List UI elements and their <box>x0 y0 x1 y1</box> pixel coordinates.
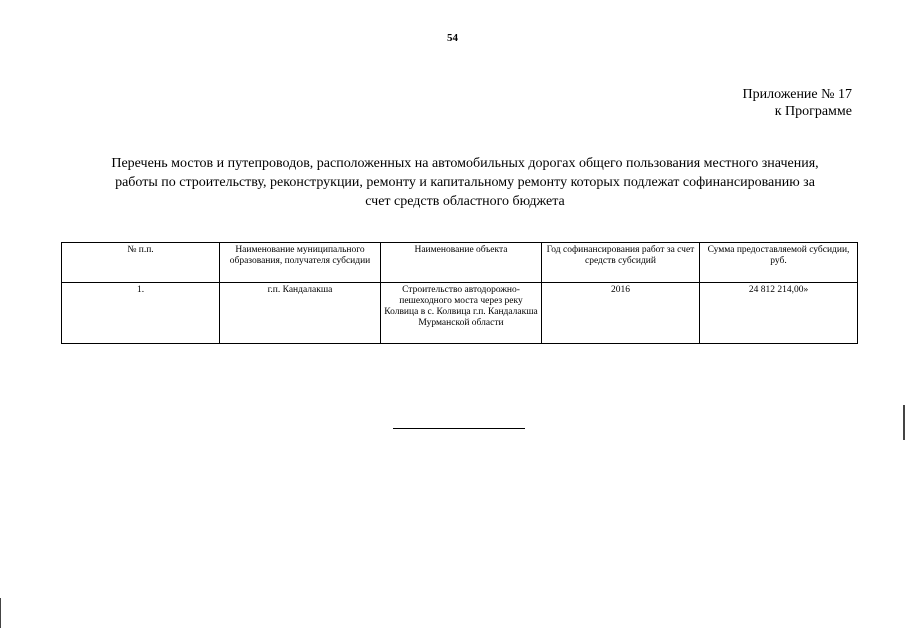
cell-municipality: г.п. Кандалакша <box>220 283 381 344</box>
appendix-program-ref: к Программе <box>774 104 852 119</box>
header-cofinancing-year: Год софинансирования работ за счет средств субсидий <box>542 243 700 283</box>
appendix-header <box>743 86 853 120</box>
scan-edge-mark <box>0 598 1 628</box>
page-number: 54 <box>447 32 458 44</box>
header-subsidy-amount: Сумма предоставляемой субсидии, руб. <box>700 243 858 283</box>
title-line-2: работы по строительству, реконструкции, ремонту и капитальному ремонту которых подлежат софинансированию за <box>115 175 815 190</box>
cell-cofinancing-year: 2016 <box>542 283 700 344</box>
table-row <box>62 283 858 344</box>
cell-object-name: Строительство автодорожно-пешеходного моста через реку Колвица в с. Колвица г.п. Кандалакша Мурманской области <box>381 283 542 344</box>
appendix-number: Приложение № 17 <box>742 87 852 102</box>
cell-row-number: 1. <box>62 283 220 344</box>
closing-divider <box>393 428 525 429</box>
subsidy-table <box>61 242 858 344</box>
title-line-3: счет средств областного бюджета <box>365 194 565 209</box>
header-object-name: Наименование объекта <box>381 243 542 283</box>
header-municipality: Наименование муниципального образования, получателя субсидии <box>220 243 381 283</box>
table-header-row <box>62 243 858 283</box>
header-row-number: № п.п. <box>62 243 220 283</box>
document-title <box>70 154 860 211</box>
title-line-1: Перечень мостов и путепроводов, расположенных на автомобильных дорогах общего пользования местного значения, <box>111 156 819 171</box>
cell-subsidy-amount: 24 812 214,00» <box>700 283 858 344</box>
